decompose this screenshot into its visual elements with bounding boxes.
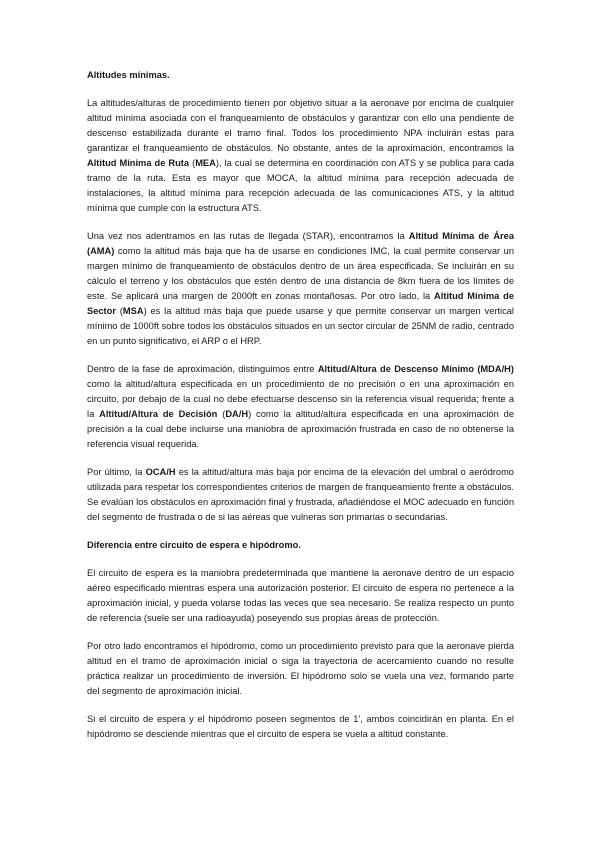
text-span: como la altitud más baja que ha de usarse en condiciones IMC, la cual permite conservar un margen mínimo de franqueamiento de obstáculos dentro de un área especificada. Se incluirán en su cálculo el terreno y los obstáculos que estén dentro de una distancia de 8km fuera de los límites de este. Se aplicará una margen de 2000ft en zonas montañosas. Por otro lado, la <box>87 246 514 301</box>
text-span: Dentro de la fase de aproximación, distinguimos entre <box>87 364 318 374</box>
paragraph <box>87 465 514 525</box>
text-span: ), la cual se determina en coordinación con ATS y se publica para cada tramo de la ruta. Esta es mayor que MOCA, la altitud mínima para recepción adecuada de instalaciones, la altitud mínima para recepción adecuada de las comunicaciones ATS, y la altitud mínima que cumple con la estructura ATS. <box>87 158 514 213</box>
bold-term: MSA <box>122 306 144 316</box>
text-span: ) es la altitud más baja que puede usarse y que permite conservar un margen vertical mínimo de 1000ft sobre todos los obstáculos situados en un sector circular de 25NM de radio, centrado en un punto significativo, el ARP o el HRP. <box>87 306 514 346</box>
text-span: El circuito de espera es la maniobra predeterminada que mantiene la aeronave dentro de un espacio aéreo especificado mientras espera una autorización posterior. El circuito de espera no pertenece a la aproximación inicial, y pueda volarse todas las veces que sea necesario. Se realiza respecto un punto de referencia (suele ser una radioayuda) poseyendo sus propias áreas de protección. <box>87 568 514 623</box>
bold-term: OCA/H <box>145 467 176 477</box>
bold-term: Altitud Mínima de Área (AMA) <box>87 231 514 256</box>
text-span: ( <box>189 158 196 168</box>
text-span: Una vez nos adentramos en las rutas de llegada (STAR), encontramos la <box>87 231 409 241</box>
text-span: ( <box>217 409 226 419</box>
paragraph <box>87 229 514 349</box>
paragraph <box>87 96 514 216</box>
bold-term: DA/H <box>225 409 249 419</box>
document-page <box>87 68 514 755</box>
paragraph <box>87 639 514 699</box>
paragraph <box>87 362 514 452</box>
bold-term: Altitud Mínima de Sector <box>87 291 514 316</box>
paragraph <box>87 712 514 742</box>
bold-term: Altitud/Altura de Descenso Mínimo (MDA/H) <box>317 364 514 374</box>
text-span: es la altitud/altura más baja por encima de la elevación del umbral o aeródromo utilizada para respetar los correspondientes criterios de margen de franqueamiento frente a obstáculos. Se evalúan los obstáculos en aproximación final y frustrada, añadiéndose el MOC adecuado en función del segmento de frustrada o de si las aéreas que vulneras son primarias o secundarias. <box>87 467 514 522</box>
section-heading-altitudes-minimas: Altitudes mínimas. <box>87 70 170 80</box>
section-heading-circuito-espera: Diferencia entre circuito de espera e hipódromo. <box>87 540 301 550</box>
text-span: Si el circuito de espera y el hipódromo poseen segmentos de 1', ambos coincidirán en planta. En el hipódromo se desciende mientras que el circuito de espera se vuela a altitud constante. <box>87 714 514 739</box>
bold-term: Altitud Mínima de Ruta <box>87 158 190 168</box>
paragraph <box>87 566 514 626</box>
text-span: Por otro lado encontramos el hipódromo, como un procedimiento previsto para que la aeronave pierda altitud en el tramo de aproximación inicial o siga la trayectoria de acercamiento cuando no resulte práctica realizar un procedimiento de inversión. El hipódromo solo se vuela una vez, formando parte del segmento de aproximación inicial. <box>87 641 514 696</box>
text-span: ( <box>115 306 123 316</box>
text-span: ) como la altitud/altura especificada en una aproximación de precisión a la cual debe incluirse una maniobra de aproximación frustrada en caso de no obtenerse la referencia visual requerida. <box>87 409 514 449</box>
bold-term: Altitud/Altura de Decisión <box>99 409 218 419</box>
bold-term: MEA <box>195 158 216 168</box>
text-span: como la altitud/altura especificada en un procedimiento de no precisión o en una aproximación en circuito, por debajo de la cual no debe efectuarse descenso sin la referencia visual requerida; frente a la <box>87 379 514 419</box>
text-span: Por último, la <box>87 467 146 477</box>
text-span: La altitudes/alturas de procedimiento tienen por objetivo situar a la aeronave por encima de cualquier altitud mínima asociada con el franqueamiento de obstáculos y garantizar con ello una pendiente de descenso estabilizada durante el tramo final. Todos los procedimiento NPA incluirán estas para garantizar el franqueamiento de obstáculos. No obstante, antes de la aproximación, encontramos la <box>87 98 514 153</box>
